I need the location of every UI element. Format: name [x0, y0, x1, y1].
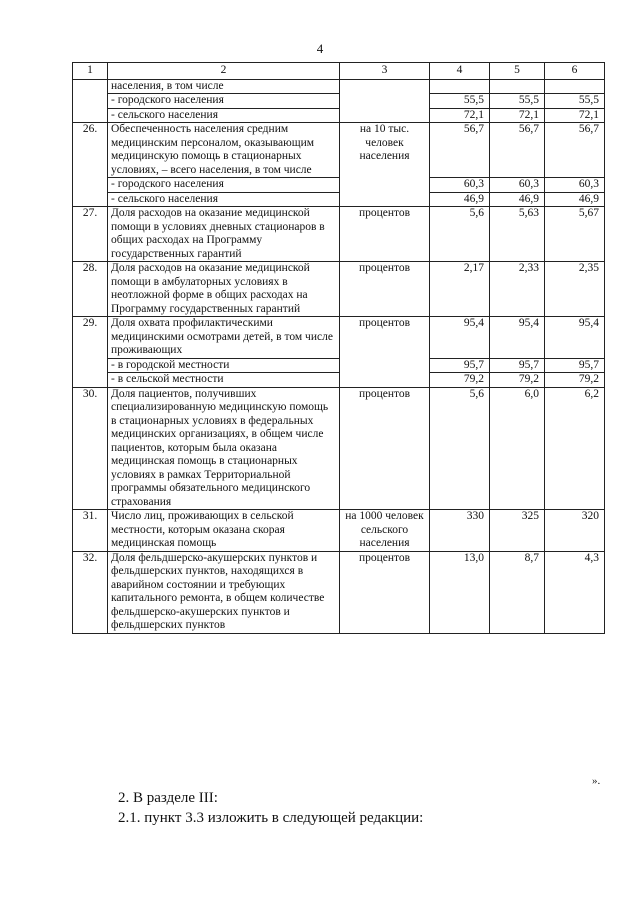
value-col6: 56,7 [545, 123, 605, 178]
table-row [73, 358, 605, 373]
row-description: - в городской местности [108, 358, 340, 373]
value-col5: 2,33 [490, 262, 545, 317]
value-col4: 330 [430, 510, 490, 552]
value-col4: 60,3 [430, 178, 490, 193]
table-row [73, 192, 605, 207]
row-number: 30. [73, 387, 108, 510]
header-cell: 2 [108, 63, 340, 80]
value-col4: 5,6 [430, 207, 490, 262]
value-col5: 95,4 [490, 317, 545, 359]
table-row [73, 387, 605, 510]
header-cell: 1 [73, 63, 108, 80]
value-col5: 46,9 [490, 192, 545, 207]
row-description: Число лиц, проживающих в сельской местности, которым оказана скорая медицинская помощь [108, 510, 340, 552]
value-col6: 6,2 [545, 387, 605, 510]
row-description: - городского населения [108, 94, 340, 109]
value-col4: 5,6 [430, 387, 490, 510]
closing-quote: ». [592, 775, 601, 787]
value-col6: 2,35 [545, 262, 605, 317]
value-col5: 5,63 [490, 207, 545, 262]
indicators-table [72, 62, 605, 634]
value-col6: 55,5 [545, 94, 605, 109]
value-col5: 79,2 [490, 373, 545, 388]
row-unit: процентов [340, 207, 430, 262]
table-row [73, 510, 605, 552]
value-col4: 95,4 [430, 317, 490, 359]
header-cell: 3 [340, 63, 430, 80]
row-description: - сельского населения [108, 192, 340, 207]
value-col6: 5,67 [545, 207, 605, 262]
table-row [73, 108, 605, 123]
row-description: Доля фельдшерско-акушерских пунктов и фельдшерских пунктов, находящихся в аварийном состоянии и требующих капитального ремонта, в общем количестве фельдшерско-акушерских пунктов и фельдшерских пунктов [108, 551, 340, 633]
row-unit: на 1000 человек сельского населения [340, 510, 430, 552]
value-col6: 60,3 [545, 178, 605, 193]
value-col4: 55,5 [430, 94, 490, 109]
value-col6: 72,1 [545, 108, 605, 123]
value-col5 [490, 79, 545, 94]
row-description: Доля расходов на оказание медицинской помощи в условиях дневных стационаров в общих расходах на Программу государственных гарантий [108, 207, 340, 262]
value-col5: 60,3 [490, 178, 545, 193]
row-description: - сельского населения [108, 108, 340, 123]
header-cell: 5 [490, 63, 545, 80]
row-unit: процентов [340, 551, 430, 633]
value-col6: 320 [545, 510, 605, 552]
row-number [73, 79, 108, 123]
value-col6: 46,9 [545, 192, 605, 207]
table-row [73, 551, 605, 633]
value-col5: 325 [490, 510, 545, 552]
row-unit: процентов [340, 262, 430, 317]
row-number: 28. [73, 262, 108, 317]
header-cell: 6 [545, 63, 605, 80]
table-row [73, 94, 605, 109]
value-col4: 46,9 [430, 192, 490, 207]
value-col5: 8,7 [490, 551, 545, 633]
value-col4: 13,0 [430, 551, 490, 633]
amendment-paragraph: 2.1. пункт 3.3 изложить в следующей редакции: [118, 810, 424, 826]
value-col5: 55,5 [490, 94, 545, 109]
row-unit: процентов [340, 317, 430, 388]
table-row [73, 373, 605, 388]
row-unit: процентов [340, 387, 430, 510]
row-unit [340, 79, 430, 123]
value-col4: 79,2 [430, 373, 490, 388]
value-col4: 56,7 [430, 123, 490, 178]
table-row [73, 262, 605, 317]
row-number: 31. [73, 510, 108, 552]
table-row [73, 123, 605, 178]
value-col5: 95,7 [490, 358, 545, 373]
row-number: 26. [73, 123, 108, 207]
table-row [73, 317, 605, 359]
row-unit: на 10 тыс. человек населения [340, 123, 430, 207]
value-col6: 95,4 [545, 317, 605, 359]
value-col4: 72,1 [430, 108, 490, 123]
value-col5: 72,1 [490, 108, 545, 123]
row-number: 32. [73, 551, 108, 633]
row-description: Доля расходов на оказание медицинской помощи в амбулаторных условиях в неотложной форме в общих расходах на Программу государственных гарантий [108, 262, 340, 317]
row-description: - в сельской местности [108, 373, 340, 388]
row-description: Доля охвата профилактическими медицинскими осмотрами детей, в том числе проживающих [108, 317, 340, 359]
value-col5: 6,0 [490, 387, 545, 510]
row-number: 29. [73, 317, 108, 388]
section-heading-paragraph: 2. В разделе III: [118, 790, 218, 806]
table-row [73, 178, 605, 193]
value-col4: 95,7 [430, 358, 490, 373]
header-cell: 4 [430, 63, 490, 80]
value-col6: 95,7 [545, 358, 605, 373]
table-row [73, 207, 605, 262]
value-col4: 2,17 [430, 262, 490, 317]
value-col5: 56,7 [490, 123, 545, 178]
table-header-row [73, 63, 605, 80]
row-number: 27. [73, 207, 108, 262]
value-col6 [545, 79, 605, 94]
row-description: - городского населения [108, 178, 340, 193]
value-col6: 79,2 [545, 373, 605, 388]
row-description: населения, в том числе [108, 79, 340, 94]
value-col6: 4,3 [545, 551, 605, 633]
page-number: 4 [316, 41, 324, 56]
row-description: Доля пациентов, получивших специализированную медицинскую помощь в стационарных условиях в федеральных медицинских организациях, в общем числе пациентов, которым была оказана медицинская помощь в стационарных условиях в рамках Территориальной программы обязательного медицинского страхования [108, 387, 340, 510]
value-col4 [430, 79, 490, 94]
table-row [73, 79, 605, 94]
row-description: Обеспеченность населения средним медицинским персоналом, оказывающим медицинскую помощь в стационарных условиях, – всего населения, в том числе [108, 123, 340, 178]
